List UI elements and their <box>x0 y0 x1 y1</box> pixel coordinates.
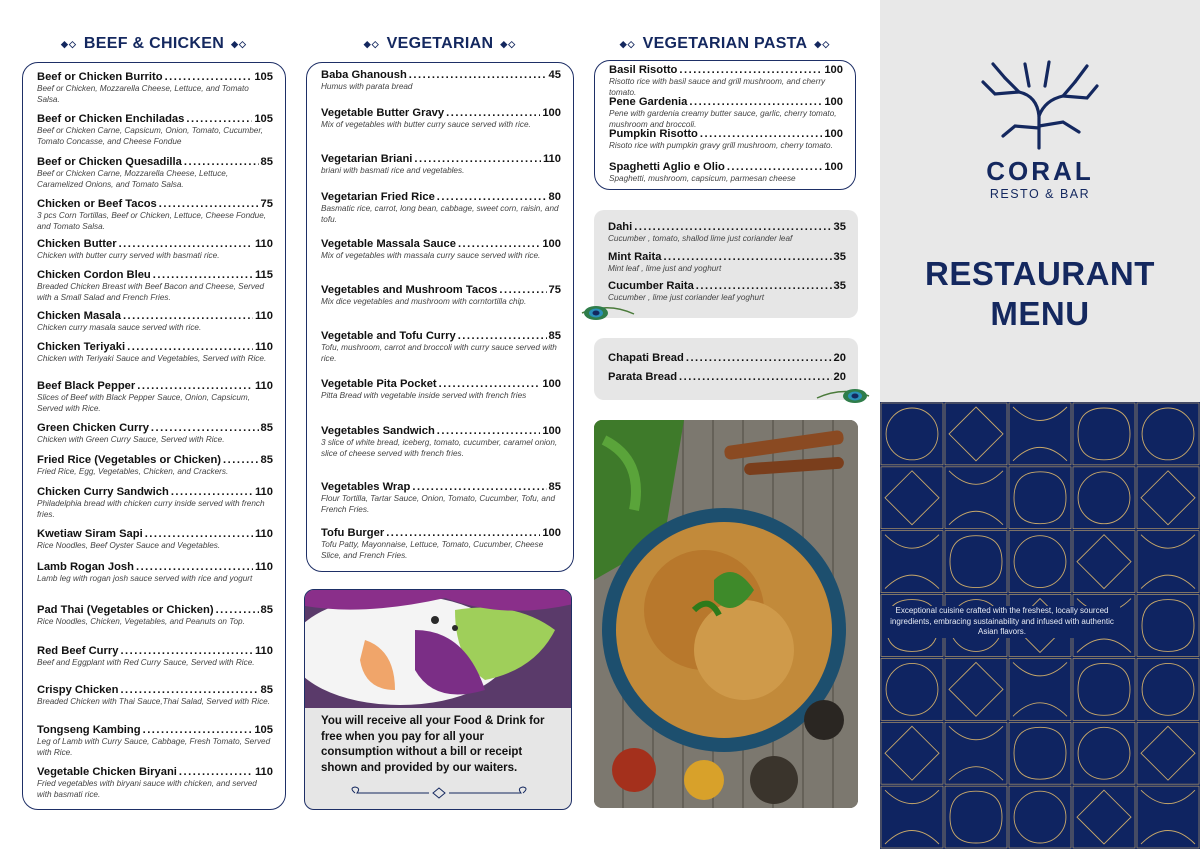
menu-item-name: Vegetable and Tofu Curry <box>321 330 456 342</box>
biryani-photo <box>594 420 858 808</box>
heading-vegetarian <box>306 34 574 54</box>
menu-item-line <box>37 454 273 466</box>
menu-item-price: 85 <box>548 481 561 493</box>
menu-item-name: Chicken Cordon Bleu <box>37 269 151 281</box>
menu-item-price: 85 <box>260 454 273 466</box>
ornament-left: ◆◇ <box>61 38 77 49</box>
dot-leader <box>151 422 259 434</box>
menu-item-name: Vegetables and Mushroom Tacos <box>321 284 498 296</box>
menu-item-line <box>37 486 273 498</box>
menu-item-line <box>321 238 561 250</box>
menu-item-line <box>608 371 846 383</box>
menu-item <box>321 330 561 364</box>
menu-item-line <box>37 724 273 736</box>
menu-item-price: 100 <box>824 128 843 140</box>
dot-leader <box>186 113 252 125</box>
menu-item-price: 85 <box>260 156 273 168</box>
menu-item <box>321 378 561 402</box>
menu-item <box>321 191 561 225</box>
dot-leader <box>439 378 541 390</box>
menu-item-description: Beef or Chicken Carne, Mozzarella Cheese, Lettuce, Caramelized Onions, and Tomato Salsa. <box>37 169 229 189</box>
menu-item-price: 35 <box>833 280 846 292</box>
beef-chicken-card <box>22 62 286 810</box>
dot-leader <box>499 284 546 296</box>
ornament-right: ◆◇ <box>500 38 517 49</box>
menu-item <box>37 454 273 478</box>
dot-leader <box>127 341 253 353</box>
menu-item <box>37 269 273 303</box>
menu-item <box>609 64 843 98</box>
menu-item-name: Vegetables Wrap <box>321 481 411 493</box>
menu-item-name: Tongseng Kambing <box>37 724 141 736</box>
menu-item-description: Beef or Chicken, Mozzarella Cheese, Lettuce, and Tomato Salsa. <box>37 84 249 104</box>
menu-item-description: briani with basmati rice and vegetables. <box>321 166 465 175</box>
dot-leader <box>223 454 259 466</box>
menu-item-line <box>37 71 273 83</box>
coral-logo-icon <box>975 56 1105 152</box>
menu-item <box>37 380 273 414</box>
dot-leader <box>179 766 253 778</box>
menu-item-price: 105 <box>254 724 273 736</box>
menu-item-price: 110 <box>542 153 561 165</box>
menu-item <box>608 371 846 383</box>
menu-item-price: 110 <box>254 766 273 778</box>
ornament-right: ◆◇ <box>231 38 247 49</box>
menu-item-price: 110 <box>254 341 273 353</box>
menu-item-line <box>609 96 843 108</box>
menu-item-description: Pitta Bread with vegetable inside served with french fries <box>321 391 527 400</box>
dot-leader <box>686 352 832 364</box>
menu-item <box>321 284 561 308</box>
menu-item-line <box>609 64 843 76</box>
brand-subtitle: RESTO & BAR <box>989 187 1091 201</box>
dot-leader <box>136 561 253 573</box>
menu-item-line <box>37 198 273 210</box>
peacock-feather-icon <box>580 300 636 326</box>
menu-item <box>321 425 561 459</box>
menu-item-line <box>37 156 273 168</box>
promo-text: You will receive all your Food & Drink for free when you pay for all your consumption without a bill or receipt shown and provided by our waiters. <box>321 715 545 774</box>
menu-item-price: 35 <box>833 251 846 263</box>
menu-item-name: Chicken Masala <box>37 310 121 322</box>
menu-item-price: 45 <box>548 69 561 81</box>
menu-item <box>37 113 273 147</box>
menu-item-price: 110 <box>254 310 273 322</box>
menu-item-name: Beef Black Pepper <box>37 380 136 392</box>
dot-leader <box>145 528 253 540</box>
menu-item-line <box>37 645 273 657</box>
dot-leader <box>119 238 253 250</box>
menu-item-description: 3 pcs Corn Tortillas, Beef or Chicken, Lettuce, Cheese Fondue, and Tomato Salsa. <box>37 211 267 231</box>
menu-item-description: Chicken with Green Curry Sauce, Served with Rice. <box>37 435 225 444</box>
dot-leader <box>120 645 252 657</box>
dot-leader <box>165 71 253 83</box>
menu-item-name: Lamb Rogan Josh <box>37 561 134 573</box>
menu-item-price: 85 <box>260 604 273 616</box>
menu-item-description: Spaghetti, mushroom, capsicum, parmesan cheese <box>609 174 796 183</box>
menu-item-name: Dahi <box>608 221 633 233</box>
menu-item-price: 110 <box>254 238 273 250</box>
dot-leader <box>412 481 546 493</box>
menu-item-line <box>37 113 273 125</box>
menu-item-price: 20 <box>833 371 846 383</box>
menu-item-line <box>37 604 273 616</box>
menu-item-line <box>321 378 561 390</box>
menu-item-description: Slices of Beef with Black Pepper Sauce, Onion, Capsicum, Served with Rice. <box>37 393 250 413</box>
menu-item-line <box>37 422 273 434</box>
menu-item <box>321 107 561 131</box>
menu-item-description: Chicken with butter curry served with basmati rice. <box>37 251 220 260</box>
menu-item-name: Beef or Chicken Enchiladas <box>37 113 185 125</box>
menu-item-line <box>609 128 843 140</box>
menu-item-name: Beef or Chicken Burrito <box>37 71 163 83</box>
dot-leader <box>137 380 253 392</box>
menu-item <box>321 238 561 262</box>
menu-item-line <box>37 380 273 392</box>
menu-item-name: Pene Gardenia <box>609 96 688 108</box>
menu-item-price: 115 <box>254 269 273 281</box>
menu-item-name: Pumpkin Risotto <box>609 128 698 140</box>
menu-item-name: Cucumber Raita <box>608 280 694 292</box>
dot-leader <box>437 191 547 203</box>
menu-item-description: Mint leaf , lime just and yoghurt <box>608 264 722 273</box>
menu-item <box>37 198 273 232</box>
menu-item-line <box>321 69 561 81</box>
menu-item <box>37 766 273 800</box>
dot-leader <box>679 64 822 76</box>
menu-item-price: 100 <box>824 161 843 173</box>
menu-item-name: Chicken or Beef Tacos <box>37 198 157 210</box>
dot-leader <box>679 371 832 383</box>
menu-item-name: Beef or Chicken Quesadilla <box>37 156 182 168</box>
menu-item <box>608 280 846 304</box>
menu-item-line <box>321 481 561 493</box>
menu-item-description: Risoto rice with pumpkin gravy grill mushroom, cherry tomato. <box>609 141 833 150</box>
dot-leader <box>123 310 253 322</box>
dot-leader <box>171 486 253 498</box>
menu-item <box>37 238 273 262</box>
menu-item <box>608 251 846 275</box>
menu-item <box>37 422 273 446</box>
menu-item-name: Parata Bread <box>608 371 678 383</box>
menu-item-line <box>321 527 561 539</box>
menu-item-description: Beef or Chicken Carne, Capsicum, Onion, Tomato, Cucumber, Tomato Concasse, and Cheese Fondue <box>37 126 263 146</box>
menu-item <box>37 724 273 758</box>
menu-item-price: 75 <box>548 284 561 296</box>
dot-leader <box>458 330 547 342</box>
menu-item-description: 3 slice of white bread, iceberg, tomato, cucumber, caramel onion, slice of cheese served with french fries. <box>321 438 558 458</box>
menu-item <box>609 96 843 130</box>
menu-item-name: Vegetable Butter Gravy <box>321 107 445 119</box>
menu-item <box>321 481 561 515</box>
menu-item-description: Tofu Patty, Mayonnaise, Lettuce, Tomato, Cucumber, Cheese Slice, and French Fries. <box>321 540 544 560</box>
dot-leader <box>120 684 258 696</box>
promo-box <box>304 589 572 810</box>
menu-item-line <box>37 561 273 573</box>
menu-item <box>608 352 846 364</box>
menu-item-name: Chapati Bread <box>608 352 684 364</box>
menu-item-line <box>608 352 846 364</box>
menu-item-name: Chicken Butter <box>37 238 117 250</box>
menu-item-description: Rice Noodles, Chicken, Vegetables, and Peanuts on Top. <box>37 617 245 626</box>
menu-title-line-1: RESTAURANT <box>925 255 1155 292</box>
menu-item-description: Pene with gardenia creamy butter sauce, garlic, cherry tomato, mushroom and broccoli. <box>609 109 837 129</box>
menu-item-line <box>37 684 273 696</box>
biryani-image <box>594 420 858 808</box>
ornament-divider-icon <box>349 786 529 800</box>
menu-item-name: Vegetable Chicken Biryani <box>37 766 177 778</box>
menu-item-description: Breaded Chicken Breast with Beef Bacon and Cheese, Served with a Small Salad and French Fries. <box>37 282 265 302</box>
menu-item <box>608 221 846 245</box>
menu-item-description: Rice Noodles, Beef Oyster Sauce and Vegetables. <box>37 541 221 550</box>
menu-item-line <box>609 161 843 173</box>
heading-beef-chicken <box>22 34 286 54</box>
menu-item-name: Chicken Curry Sandwich <box>37 486 169 498</box>
menu-item-price: 100 <box>542 238 561 250</box>
menu-item-line <box>608 251 846 263</box>
heading-text: BEEF & CHICKEN <box>83 35 225 52</box>
menu-item-price: 35 <box>833 221 846 233</box>
menu-item-description: Mix of vegetables with massala curry sauce served with rice. <box>321 251 541 260</box>
menu-item-description: Humus with parata bread <box>321 82 413 91</box>
menu-item-price: 75 <box>260 198 273 210</box>
menu-item <box>37 528 273 552</box>
menu-item-name: Vegetable Pita Pocket <box>321 378 437 390</box>
menu-item-price: 105 <box>254 113 273 125</box>
pasta-card <box>594 60 856 190</box>
menu-item-line <box>321 153 561 165</box>
menu-item-description: Risotto rice with basil sauce and grill mushroom, and cherry tomato. <box>609 77 826 97</box>
dot-leader <box>437 425 541 437</box>
menu-item-name: Mint Raita <box>608 251 662 263</box>
menu-item-name: Basil Risotto <box>609 64 678 76</box>
dot-leader <box>689 96 822 108</box>
menu-item-price: 100 <box>542 527 561 539</box>
dot-leader <box>663 251 831 263</box>
menu-item <box>37 310 273 334</box>
menu-item-line <box>37 766 273 778</box>
menu-item-line <box>37 528 273 540</box>
menu-item-name: Fried Rice (Vegetables or Chicken) <box>37 454 222 466</box>
menu-item-description: Philadelphia bread with chicken curry inside served with french fries. <box>37 499 265 519</box>
menu-item-description: Chicken with Teriyaki Sauce and Vegetables, Served with Rice. <box>37 354 267 363</box>
menu-title <box>880 254 1200 334</box>
menu-item-price: 100 <box>542 107 561 119</box>
menu-item-name: Pad Thai (Vegetables or Chicken) <box>37 604 214 616</box>
menu-item-description: Lamb leg with rogan josh sauce served with rice and yogurt <box>37 574 253 583</box>
menu-item-name: Baba Ghanoush <box>321 69 407 81</box>
menu-item-description: Fried vegetables with biryani sauce with chicken, and served with basmati rice. <box>37 779 257 799</box>
dot-leader <box>446 107 540 119</box>
menu-item <box>37 561 273 585</box>
dot-leader <box>634 221 831 233</box>
salad-image <box>305 590 572 708</box>
dot-leader <box>216 604 259 616</box>
menu-item-name: Vegetable Massala Sauce <box>321 238 456 250</box>
menu-item-name: Spaghetti Aglio e Olio <box>609 161 725 173</box>
menu-item-name: Green Chicken Curry <box>37 422 149 434</box>
menu-item <box>321 527 561 561</box>
menu-item-price: 110 <box>254 380 273 392</box>
menu-item <box>321 153 561 177</box>
menu-item-line <box>321 107 561 119</box>
dot-leader <box>153 269 253 281</box>
menu-item-description: Mix dice vegetables and mushroom with corntortilla chip. <box>321 297 527 306</box>
ornament-right: ◆◇ <box>814 38 831 49</box>
dot-leader <box>159 198 259 210</box>
menu-item-description: Breaded Chicken with Thai Sauce,Thai Salad, Served with Rice. <box>37 697 271 706</box>
menu-item-description: Chicken curry masala sauce served with rice. <box>37 323 202 332</box>
menu-item-line <box>37 238 273 250</box>
dot-leader <box>700 128 822 140</box>
menu-item-description: Mix of vegetables with butter curry sauce served with rice. <box>321 120 531 129</box>
heading-vegetarian-pasta <box>594 34 856 54</box>
menu-item-line <box>37 341 273 353</box>
menu-item-line <box>321 284 561 296</box>
menu-item <box>609 161 843 185</box>
menu-item <box>37 71 273 105</box>
menu-item-price: 85 <box>260 422 273 434</box>
menu-item-price: 100 <box>824 64 843 76</box>
dot-leader <box>409 69 547 81</box>
menu-item-name: Kwetiaw Siram Sapi <box>37 528 143 540</box>
menu-item-name: Tofu Burger <box>321 527 385 539</box>
dot-leader <box>696 280 832 292</box>
menu-item-description: Tofu, mushroom, carrot and broccoli with curry sauce served with rice. <box>321 343 557 363</box>
menu-item <box>37 486 273 520</box>
menu-title-line-2: MENU <box>990 295 1090 332</box>
brand-name: CORAL <box>986 156 1094 186</box>
menu-item <box>37 341 273 365</box>
menu-item-line <box>321 330 561 342</box>
dot-leader <box>727 161 823 173</box>
menu-item-name: Crispy Chicken <box>37 684 119 696</box>
menu-item <box>37 645 273 669</box>
menu-item-price: 85 <box>260 684 273 696</box>
menu-item-price: 20 <box>833 352 846 364</box>
menu-item-line <box>608 280 846 292</box>
menu-item-line <box>608 221 846 233</box>
menu-item-line <box>321 425 561 437</box>
menu-item-price: 110 <box>254 528 273 540</box>
menu-item-price: 100 <box>824 96 843 108</box>
menu-item-description: Basmatic rice, carrot, long bean, cabbage, sweet corn, raisin, and tofu. <box>321 204 559 224</box>
menu-item-description: Beef and Eggplant with Red Curry Sauce, Served with Rice. <box>37 658 255 667</box>
menu-item-price: 110 <box>254 645 273 657</box>
menu-item-price: 100 <box>542 425 561 437</box>
menu-item <box>321 69 561 93</box>
heading-text: VEGETARIAN PASTA <box>642 35 808 52</box>
menu-item-name: Vegetables Sandwich <box>321 425 435 437</box>
menu-item-line <box>37 269 273 281</box>
menu-item-description: Cucumber , lime just coriander leaf yoghurt <box>608 293 765 302</box>
heading-text: VEGETARIAN <box>386 35 494 52</box>
menu-item <box>609 128 843 152</box>
dot-leader <box>184 156 259 168</box>
peacock-feather-icon <box>815 384 871 410</box>
menu-item-price: 85 <box>548 330 561 342</box>
dot-leader <box>386 527 540 539</box>
menu-item-line <box>37 310 273 322</box>
menu-item-description: Cucumber , tomato, shallod lime just coriander leaf <box>608 234 793 243</box>
menu-item-price: 105 <box>254 71 273 83</box>
menu-item-name: Vegetarian Fried Rice <box>321 191 435 203</box>
ornament-left: ◆◇ <box>363 38 380 49</box>
ornament-left: ◆◇ <box>619 38 636 49</box>
menu-item-name: Red Beef Curry <box>37 645 119 657</box>
menu-item-name: Chicken Teriyaki <box>37 341 126 353</box>
menu-item <box>37 684 273 708</box>
menu-item-price: 80 <box>548 191 561 203</box>
dot-leader <box>143 724 253 736</box>
vegetarian-card <box>306 62 574 572</box>
dot-leader <box>458 238 540 250</box>
menu-item-line <box>321 191 561 203</box>
dot-leader <box>414 153 541 165</box>
menu-item-name: Vegetarian Briani <box>321 153 413 165</box>
menu-item-price: 100 <box>542 378 561 390</box>
menu-item <box>37 156 273 190</box>
tagline: Exceptional cuisine crafted with the freshest, locally sourced ingredients, embracing sustainability and infused with authentic Asian flavors. <box>884 606 1120 638</box>
menu-item-price: 110 <box>254 486 273 498</box>
menu-item-description: Leg of Lamb with Curry Sauce, Cabbage, Fresh Tomato, Served with Rice. <box>37 737 271 757</box>
menu-item-description: Fried Rice, Egg, Vegetables, Chicken, and Crackers. <box>37 467 229 476</box>
menu-item-description: Flour Tortilla, Tartar Sauce, Onion, Tomato, Cucumber, Tofu, and French Fries. <box>321 494 556 514</box>
menu-item-price: 110 <box>254 561 273 573</box>
menu-item <box>37 604 273 628</box>
